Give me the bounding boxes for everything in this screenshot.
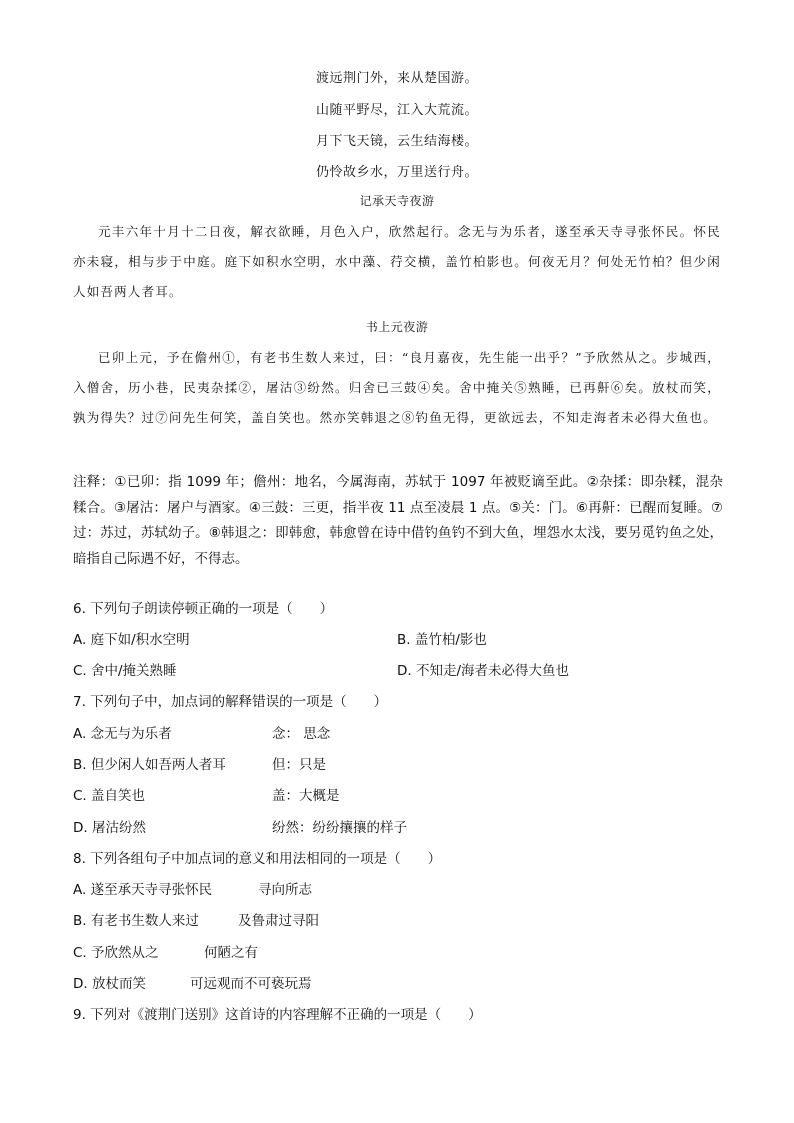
q8-option-d-pair: 可远观而不可亵玩焉 — [190, 976, 312, 992]
q7-option-d-gloss: 纷然：纷纷攘攘的样子 — [272, 820, 407, 836]
q6-option-d: D. 不知走/海者未必得大鱼也 — [397, 663, 570, 679]
q7-option-c: C. 盖自笑也 — [73, 788, 146, 804]
question-8-stem: 8. 下列各组句子中加点词的意义和用法相同的一项是（ ） — [73, 851, 442, 867]
text2-title: 书上元夜游 — [365, 320, 429, 334]
question-6-stem: 6. 下列句子朗读停顿正确的一项是（ ） — [73, 601, 334, 617]
q8-option-a: A. 遂至承天寺寻张怀民 — [73, 882, 213, 898]
poem-line-1: 渡远荆门外，来从楚国游。 — [315, 71, 478, 86]
text1-body: 元丰六年十月十二日夜，解衣欲睡，月色入户，欣然起行。念无与为乐者，遂至承天寺寻张怀民。怀民亦未寝，相与步于中庭。庭下如积水空明，水中藻、荇交横，盖竹柏影也。何夜无月？何处无竹柏？但少闲人如吾两人者耳。 — [73, 224, 721, 299]
question-7-stem: 7. 下列句子中，加点词的解释错误的一项是（ ） — [73, 694, 388, 710]
q8-option-c: C. 予欣然从之 — [73, 945, 159, 961]
q7-option-b-gloss: 但：只是 — [272, 757, 326, 773]
q7-option-a: A. 念无与为乐者 — [73, 726, 172, 742]
text2-body: 已卯上元，予在儋州①，有老书生数人来过，曰：“良月嘉夜，先生能一出乎？”予欣然从之。步城西，入僧舍，历小巷，民夷杂揉②，屠沽③纷然。归舍已三鼓④矣。舍中掩关⑤熟睡，已再鼾⑥矣。放杖而笑，孰为得失？过⑦问先生何笑，盖自笑也。然亦笑韩退之⑧钓鱼无得，更欲远去，不知走海者未必得大鱼也。 — [73, 350, 721, 425]
text1-title: 记承天寺夜游 — [359, 194, 435, 208]
poem-line-2: 山随平野尽，江入大荒流。 — [315, 103, 478, 118]
q8-option-b: B. 有老书生数人来过 — [73, 913, 199, 929]
q6-option-b: B. 盖竹柏/影也 — [397, 632, 487, 648]
q8-option-c-pair: 何陋之有 — [204, 945, 258, 961]
poem-line-3: 月下飞天镜，云生结海楼。 — [315, 134, 478, 149]
q8-option-a-pair: 寻向所志 — [258, 882, 312, 898]
q6-option-a: A. 庭下如/积水空明 — [73, 632, 190, 648]
q7-option-a-gloss: 念： 思念 — [272, 726, 331, 742]
q6-option-c: C. 舍中/掩关熟睡 — [73, 663, 177, 679]
q8-option-b-pair: 及鲁肃过寻阳 — [238, 913, 319, 929]
q7-option-d: D. 屠沽纷然 — [73, 820, 146, 836]
q7-option-c-gloss: 盖：大概是 — [272, 788, 340, 804]
q7-option-b: B. 但少闲人如吾两人者耳 — [73, 757, 226, 773]
annotation-notes: 注释：①已卯：指 1099 年；儋州：地名，今属海南，苏轼于 1097 年被贬谪至此。②杂揉：即杂糅，混杂糅合。③屠沽：屠户与酒家。④三鼓：三更，指半夜 11 点至凌晨 1 点。⑤关：门。⑥再鼾：已醒而复睡。⑦过：苏过，苏轼幼子。⑧韩退之：即韩愈，韩愈曾在诗中借钓鱼钓不到大鱼，埋怨水太浅，要另觅钓鱼之处，暗指自己际遇不好，不得志。 — [73, 474, 723, 567]
poem-line-4: 仍怜故乡水，万里送行舟。 — [315, 165, 478, 180]
question-9-stem: 9. 下列对《渡荆门送别》这首诗的内容理解不正确的一项是（ ） — [73, 1007, 482, 1023]
q8-option-d: D. 放杖而笑 — [73, 976, 146, 992]
